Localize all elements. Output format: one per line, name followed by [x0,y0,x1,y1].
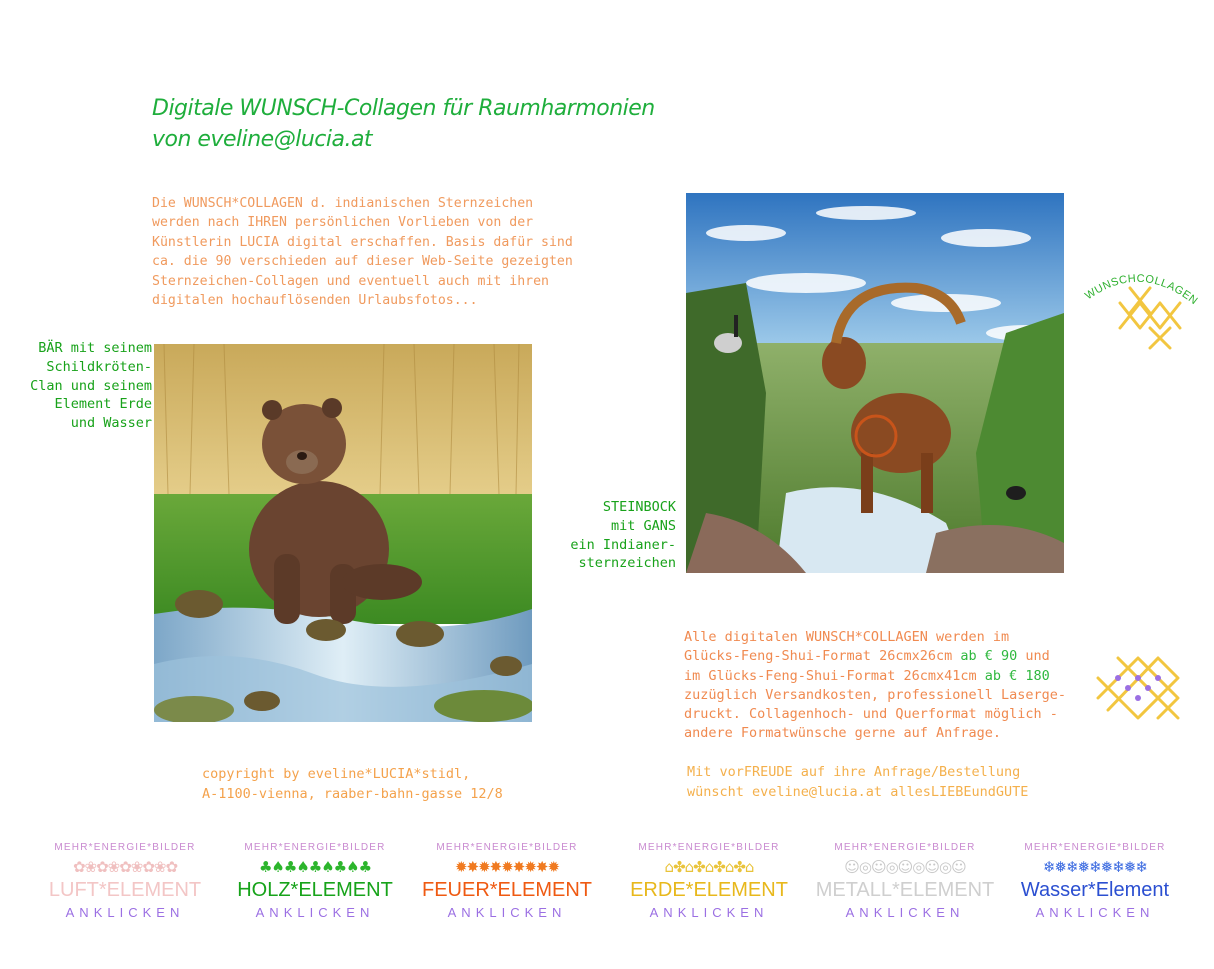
title-line-1: Digitale WUNSCH-Collagen für Raumharmonien [152,96,655,121]
caption-line: BÄR mit seinem [38,340,152,356]
tree-row-icon: ♣♠♣♠♣♠♣♠♣ [258,858,372,876]
pricing-format-text: und [1017,648,1050,665]
intro-line: Künstlerin LUCIA digital erschaffen. Basis dafür sind [152,234,573,250]
banner-holz-element[interactable] [220,842,410,924]
caption-line: Schildkröten- [46,358,152,375]
click-link[interactable]: ANKLICKEN [1035,905,1155,920]
wunschcollagen-badge[interactable] [1080,268,1210,358]
ibex-collage-image[interactable] [686,193,1064,573]
greeting-line: wünscht eveline@lucia.at allesLIEBEundGUTE [687,783,1029,800]
banner-tagline: MEHR*ENERGIE*BILDER [54,842,196,853]
banner-feuer-element[interactable] [412,842,602,924]
pricing-format-text: Glücks-Feng-Shui-Format 26cmx26cm [684,648,961,665]
intro-line: digitalen hochauflösenden Urlaubsfotos... [152,293,478,309]
intro-line: Die WUNSCH*COLLAGEN d. indianischen Sternzeichen [152,196,534,211]
ibex-collage-graphic [686,193,1064,573]
pricing-line: druckt. Collagenhoch- und Querformat möglich - [684,706,1058,723]
banner-name: HOLZ*ELEMENT [237,879,393,901]
caption-line: Element Erde [54,396,152,413]
pricing-line: Alle digitalen WUNSCH*COLLAGEN werden im [684,629,1010,645]
pricing-line: andere Formatwünsche gerne auf Anfrage. [684,725,1001,742]
banner-erde-element[interactable] [614,842,804,924]
bear-collage-graphic [154,344,532,722]
click-link[interactable]: ANKLICKEN [447,905,567,920]
banner-name: LUFT*ELEMENT [48,879,202,901]
click-link[interactable]: ANKLICKEN [649,905,769,920]
banner-tagline: MEHR*ENERGIE*BILDER [1024,842,1166,853]
banner-tagline: MEHR*ENERGIE*BILDER [244,842,386,853]
price-26x26: ab € 90 [960,648,1018,665]
copyright-line: copyright by eveline*LUCIA*stidl, [202,766,471,782]
snowflake-row-icon: ❄❅❄❅❄❅❄❅❄ [1042,858,1148,876]
pricing-line [684,647,1104,666]
title-line-2: von eveline@lucia.at [152,127,373,152]
intro-line: werden nach IHREN persönlichen Vorlieben von der [152,215,534,231]
banner-tagline: MEHR*ENERGIE*BILDER [436,842,578,853]
pricing-line: zuzüglich Versandkosten, professionell Laserge- [684,686,1067,703]
greeting-line: Mit vorFREUDE auf ihre Anfrage/Bestellung [687,764,1021,780]
price-26x41: ab € 180 [984,667,1050,684]
intro-line: Sternzeichen-Collagen und eventuell auch mit ihren [152,273,549,289]
click-link[interactable]: ANKLICKEN [65,905,185,920]
pricing-format-text: im Glücks-Feng-Shui-Format 26cmx41cm [684,667,985,684]
caption-line: sternzeichen [578,555,676,572]
bear-collage-image[interactable] [154,344,532,722]
pricing-line [684,667,1104,686]
ibex-caption [540,498,676,573]
banner-luft-element[interactable] [30,842,220,924]
flower-row-icon: ✿❀✿❀✿❀✿❀✿ [72,858,178,876]
banner-name: FEUER*ELEMENT [421,879,593,901]
house-row-icon: ⌂✤⌂✤⌂✤⌂✤⌂ [664,858,754,876]
address-line: A-1100-vienna, raaber-bahn-gasse 12/8 [202,786,503,802]
caption-line: STEINBOCK [602,499,676,515]
banner-tagline: MEHR*ENERGIE*BILDER [638,842,780,853]
bear-caption [10,339,152,433]
sun-row-icon: ✹✸✹✸✹✸✹✸✹ [454,858,560,876]
page-title [152,93,655,155]
wunsch-badge-text: WUNSCHCOLLAGEN [1083,272,1200,308]
caption-line: Clan und seinem [30,377,152,394]
click-link[interactable]: ANKLICKEN [255,905,375,920]
click-link[interactable]: ANKLICKEN [845,905,965,920]
star-lattice-icon [1080,268,1210,358]
caption-line: und Wasser [70,415,152,432]
banner-wasser-element[interactable] [1000,842,1190,924]
banner-name: Wasser*Element [1020,879,1170,901]
pricing-text [684,628,1104,744]
intro-text [152,194,582,310]
face-row-icon: ☺◎☺◎☺◎☺◎☺ [844,858,966,876]
banner-metall-element[interactable] [810,842,1000,924]
caption-line: mit GANS [610,517,676,534]
banner-tagline: MEHR*ENERGIE*BILDER [834,842,976,853]
intro-line: ca. die 90 verschieden auf dieser Web-Seite gezeigten [152,254,573,270]
banner-name: METALL*ELEMENT [815,879,995,901]
greeting [687,763,1028,802]
banner-name: ERDE*ELEMENT [630,879,788,901]
copyright [202,764,503,804]
caption-line: ein Indianer- [570,536,676,553]
